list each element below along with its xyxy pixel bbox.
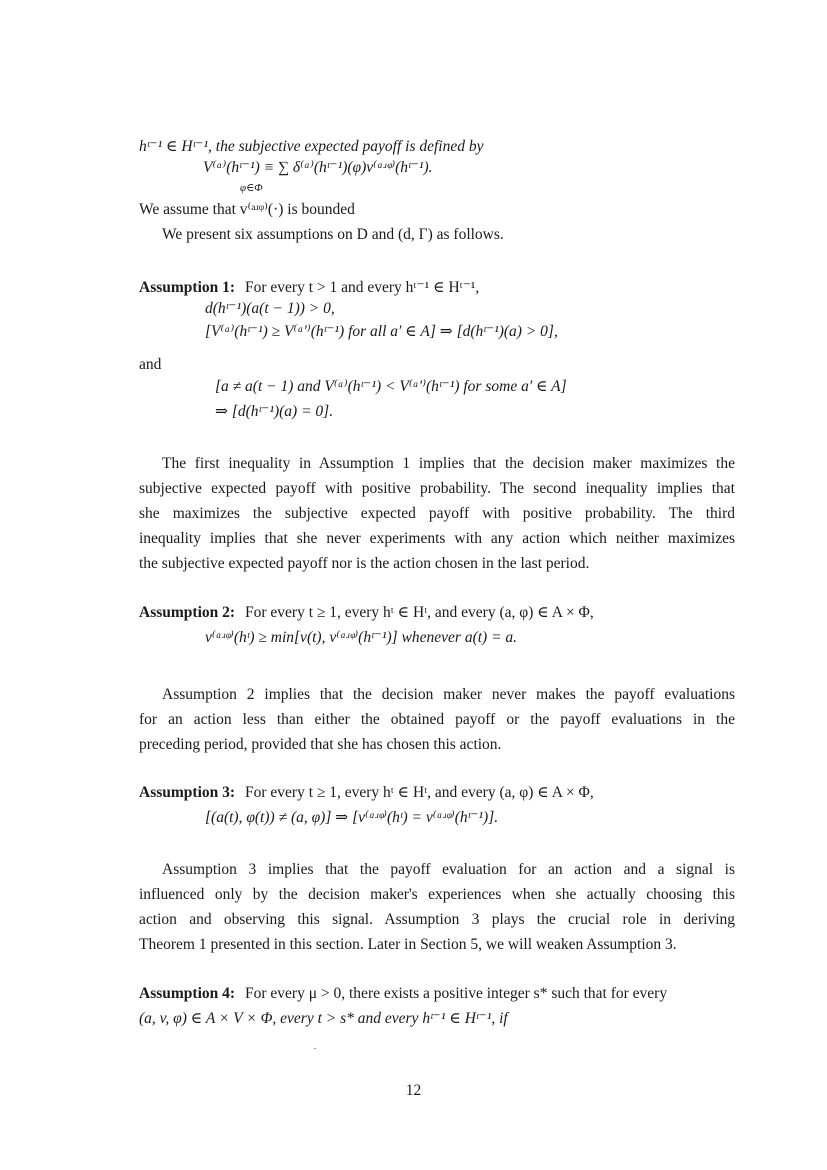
- paragraph-3-line-3: action and observing this signal. Assumption 3 plays the crucial role in deriving: [139, 911, 735, 928]
- paragraph-1-line-5: the subjective expected payoff nor is the action chosen in the last period.: [139, 555, 590, 572]
- paragraph-3-line-4: Theorem 1 presented in this section. Later in Section 5, we will weaken Assumption 3.: [139, 936, 677, 953]
- paragraph-3-line-1: Assumption 3 implies that the payoff evaluation for an action and a signal is: [162, 861, 735, 878]
- assumption-3-line-2: [(a(t), φ(t)) ≠ (a, φ)] ⇒ [v⁽ᵃʴᵠ⁾(hᵗ) = v⁽ᵃʴᵠ⁾(hᵗ⁻¹)].: [205, 809, 499, 826]
- paragraph-1-line-2: subjective expected payoff with positive probability. The second inequality implies that: [139, 480, 735, 497]
- paragraph-1-line-4: inequality implies that she never experiments with any action which neither maximizes: [139, 530, 735, 547]
- paragraph-3-line-2: influenced only by the decision maker's experiences when she actually choosing this: [139, 886, 735, 903]
- assumption-4-line-1: For every μ > 0, there exists a positive integer s* such that for every: [245, 985, 668, 1002]
- page-number: 12: [405, 1082, 422, 1099]
- subjective-payoff-equation: V⁽ᵃ⁾(hᵗ⁻¹) ≡ ∑ δ⁽ᵃ⁾(hᵗ⁻¹)(φ)v⁽ᵃʴᵠ⁾(hᵗ⁻¹).: [203, 159, 433, 176]
- assumption-3-label: Assumption 3:: [139, 784, 236, 801]
- intro-line-1: hᵗ⁻¹ ∈ Hᵗ⁻¹, the subjective expected payoff is defined by: [139, 138, 484, 155]
- assumption-2-label: Assumption 2:: [139, 604, 236, 621]
- assumption-2-line-2: v⁽ᵃʴᵠ⁾(hᵗ) ≥ min[v(t), v⁽ᵃʴᵠ⁾(hᵗ⁻¹)] whenever a(t) = a.: [205, 629, 518, 646]
- assumption-1-line-3: [V⁽ᵃ⁾(hᵗ⁻¹) ≥ V⁽ᵃ′⁾(hᵗ⁻¹) for all a′ ∈ A] ⇒ [d(hᵗ⁻¹)(a) > 0],: [205, 323, 558, 340]
- assumption-4-label: Assumption 4:: [139, 985, 236, 1002]
- paragraph-1-line-1: The first inequality in Assumption 1 implies that the decision maker maximizes the: [162, 455, 735, 472]
- assumption-1-label: Assumption 1:: [139, 279, 236, 296]
- assumption-4-line-2: (a, v, φ) ∈ A × V × Φ, every t > s* and every hᵗ⁻¹ ∈ Hᵗ⁻¹, if: [139, 1010, 508, 1027]
- assumption-3-line-1: For every t ≥ 1, every hᵗ ∈ Hᵗ, and every (a, φ) ∈ A × Φ,: [245, 784, 594, 801]
- assumption-1-and: and: [139, 356, 162, 373]
- paragraph-1-line-3: she maximizes the subjective expected payoff with positive probability. The third: [139, 505, 735, 522]
- assumption-1-line-5: ⇒ [d(hᵗ⁻¹)(a) = 0].: [215, 403, 334, 420]
- intro-line-3: We assume that v⁽ᵃʴᵠ⁾(·) is bounded: [139, 201, 355, 218]
- paragraph-2-line-1: Assumption 2 implies that the decision maker never makes the payoff evaluations: [162, 686, 735, 703]
- scan-speck: [314, 1048, 316, 1049]
- assumption-1-line-1: For every t > 1 and every hᵗ⁻¹ ∈ Hᵗ⁻¹,: [245, 279, 480, 296]
- assumption-2-line-1: For every t ≥ 1, every hᵗ ∈ Hᵗ, and every (a, φ) ∈ A × Φ,: [245, 604, 594, 621]
- assumption-1-line-2: d(hᵗ⁻¹)(a(t − 1)) > 0,: [205, 300, 335, 317]
- paragraph-2-line-3: preceding period, provided that she has chosen this action.: [139, 736, 502, 753]
- assumption-1-line-4: [a ≠ a(t − 1) and V⁽ᵃ⁾(hᵗ⁻¹) < V⁽ᵃ′⁾(hᵗ⁻¹) for some a′ ∈ A]: [215, 378, 567, 395]
- intro-line-4: We present six assumptions on D and (d, Γ) as follows.: [162, 226, 504, 243]
- paragraph-2-line-2: for an action less than either the obtained payoff or the payoff evaluations in the: [139, 711, 735, 728]
- summation-subscript: φ∈Φ: [240, 182, 263, 194]
